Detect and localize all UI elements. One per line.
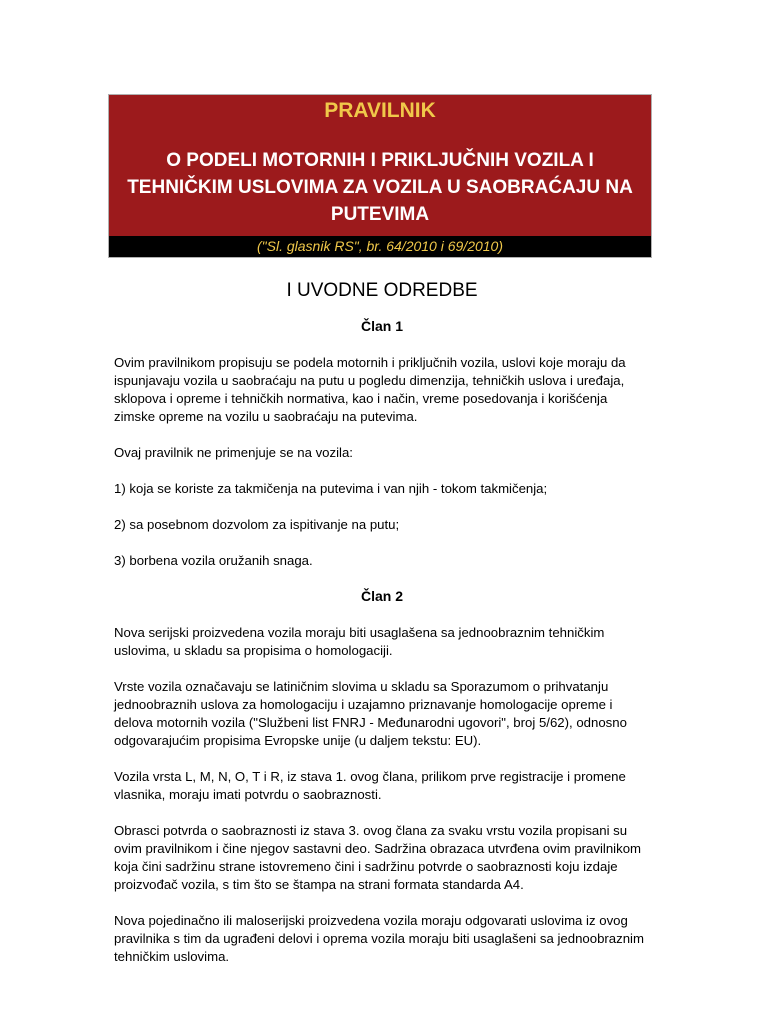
gazette-reference: ("Sl. glasnik RS", br. 64/2010 i 69/2010): [109, 236, 651, 257]
article-1: [114, 318, 650, 570]
paragraph: Nova pojedinačno ili maloserijski proizvedena vozila moraju odgovarati uslovima iz ovog pravilnika s tim da ugrađeni delovi i oprema vozila moraju biti usaglašeni sa jednoobraznim tehničkim uslovima.: [114, 913, 644, 964]
document-header: [108, 94, 652, 258]
paragraph: Vrste vozila označavaju se latiničnim slovima u skladu sa Sporazumom o prihvatanju jednoobraznih uslova za homologaciju i uzajamno priznavanje homologacije opreme i delova motornih vozila ("Službeni list FNRJ - Međunarodni ugovori", broj 5/62), odnosno odgovarajućim propisima Evropske unije (u daljem tekstu: EU).: [114, 679, 627, 748]
document-title: PRAVILNIK: [324, 99, 436, 122]
paragraph: Nova serijski proizvedena vozila moraju biti usaglašena sa jednoobraznim tehničkim uslovima, u skladu sa propisima o homologaciji.: [114, 625, 605, 658]
list-item: 1) koja se koriste za takmičenja na putevima i van njih - tokom takmičenja;: [114, 481, 548, 496]
list-item: 2) sa posebnom dozvolom za ispitivanje na putu;: [114, 517, 400, 532]
section-title: I UVODNE ODREDBE: [286, 280, 478, 301]
article-title: Član 1: [360, 318, 403, 334]
article-2: [114, 588, 650, 966]
list-item: 3) borbena vozila oružanih snaga.: [114, 553, 313, 568]
article-title: Član 2: [360, 588, 403, 604]
paragraph: Obrasci potvrda o saobraznosti iz stava 3. ovog člana za svaku vrstu vozila propisani su ovim pravilnikom i čine njegov sastavni deo. Sadržina obrazaca utvrđena ovim pravilnikom koja čini sadržinu strane istovremeno čini i sadržinu potvrde o saobraznosti koju izdaje proizvođač vozila, s tim što se štampa na strani formata standarda A4.: [114, 823, 642, 892]
paragraph: Ovaj pravilnik ne primenjuje se na vozila:: [114, 445, 353, 460]
document-subtitle: O PODELI MOTORNIH I PRIKLJUČNIH VOZILA I TEHNIČKIM USLOVIMA ZA VOZILA U SAOBRAĆAJU NA PUTEVIMA: [127, 150, 633, 225]
paragraph: Vozila vrsta L, M, N, O, T i R, iz stava 1. ovog člana, prilikom prve registracije i promene vlasnika, moraju imati potvrdu o saobraznosti.: [114, 769, 626, 802]
paragraph: Ovim pravilnikom propisuju se podela motornih i priključnih vozila, uslovi koje moraju da ispunjavaju vozila u saobraćaju na putu u pogledu dimenzija, tehničkih uslova i uređaja, sklopova i opreme i tehničkih normativa, kao i način, vreme posedovanja i korišćenja zimske opreme na vozilu u saobraćaju na putevima.: [114, 355, 626, 424]
document-body: [114, 280, 650, 984]
